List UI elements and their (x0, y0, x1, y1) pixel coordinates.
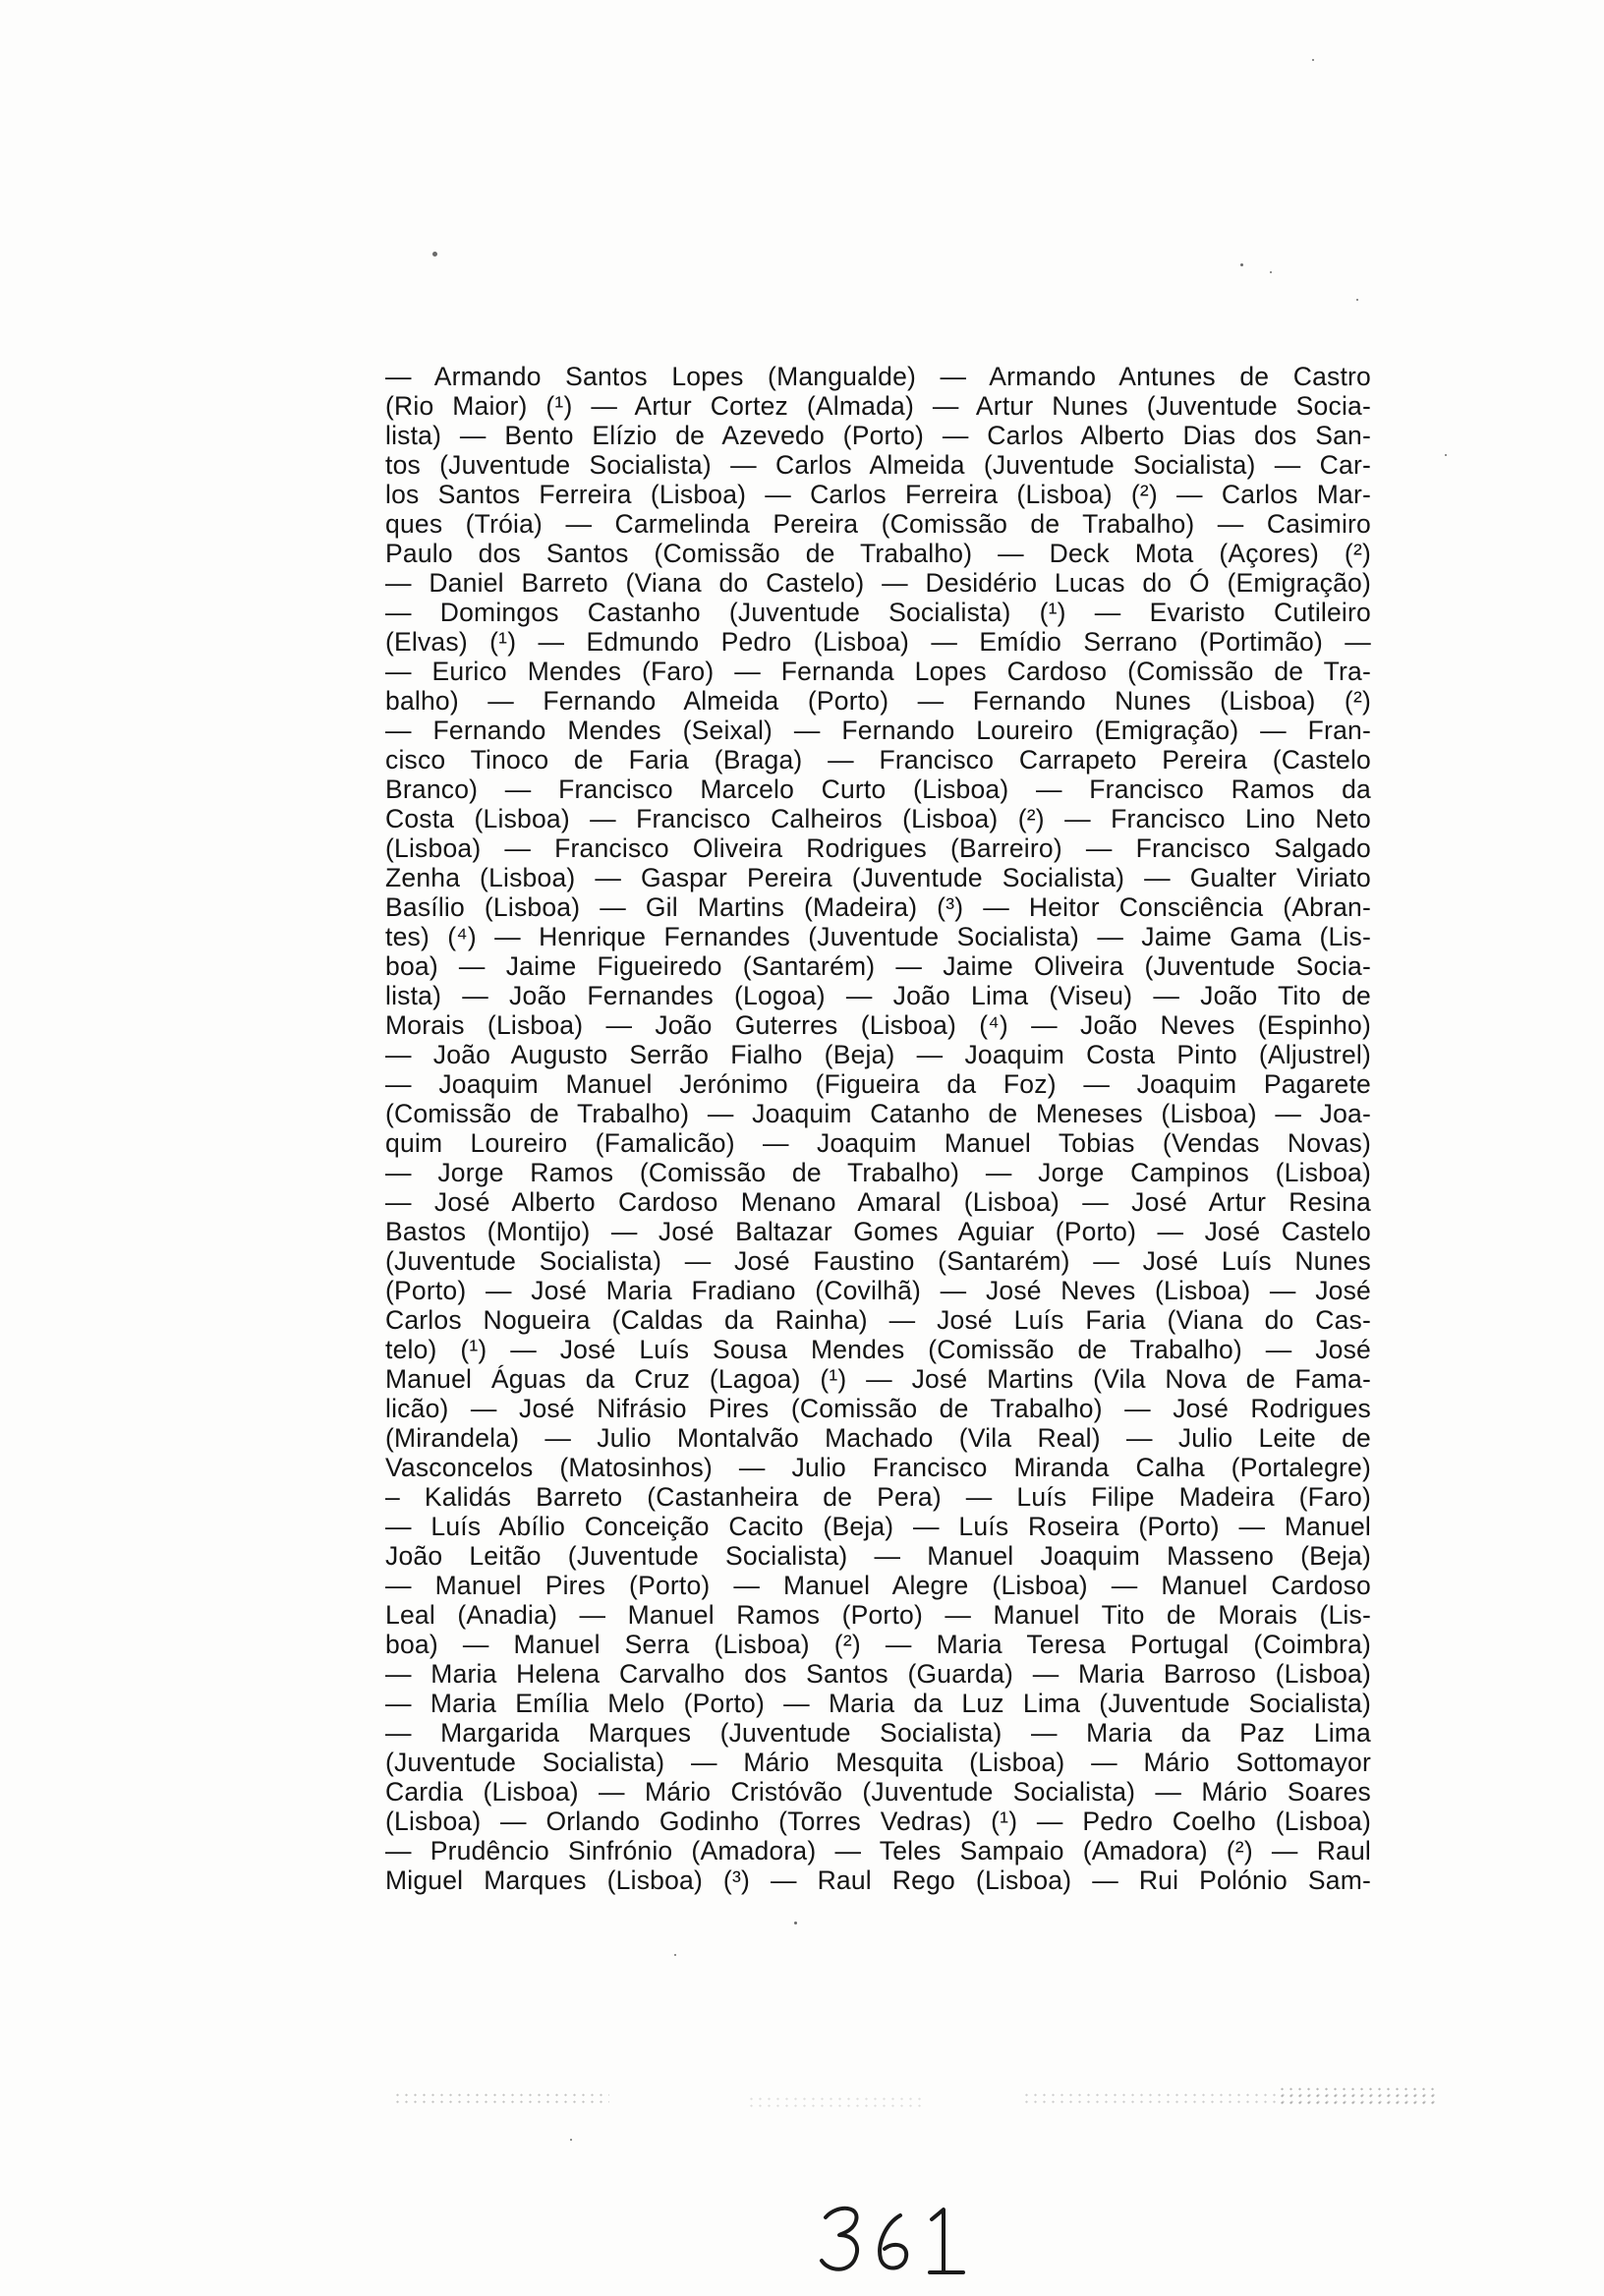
handwritten-page-number (816, 2190, 983, 2288)
text-line: (Comissão de Trabalho) — Joaquim Catanho de Meneses (Lisboa) — Joa- (385, 1099, 1371, 1128)
scan-speck (1356, 299, 1358, 301)
text-line: — Maria Helena Carvalho dos Santos (Guarda) — Maria Barroso (Lisboa) (385, 1659, 1371, 1689)
scan-speck (794, 1922, 797, 1924)
scan-noise (747, 2095, 924, 2109)
text-line: (Lisboa) — Orlando Godinho (Torres Vedras) (¹) — Pedro Coelho (Lisboa) (385, 1807, 1371, 1836)
text-line: — Eurico Mendes (Faro) — Fernanda Lopes Cardoso (Comissão de Tra- (385, 657, 1371, 686)
text-line: telo) (¹) — José Luís Sousa Mendes (Comissão de Trabalho) — José (385, 1335, 1371, 1364)
text-line: lista) — Bento Elízio de Azevedo (Porto) — Carlos Alberto Dias dos San- (385, 421, 1371, 450)
text-line: Miguel Marques (Lisboa) (³) — Raul Rego (Lisboa) — Rui Polónio Sam- (385, 1866, 1371, 1895)
text-line: — João Augusto Serrão Fialho (Beja) — Joaquim Costa Pinto (Aljustrel) (385, 1040, 1371, 1069)
text-line: Manuel Águas da Cruz (Lagoa) (¹) — José Martins (Vila Nova de Fama- (385, 1364, 1371, 1394)
text-line: (Juventude Socialista) — Mário Mesquita (Lisboa) — Mário Sottomayor (385, 1748, 1371, 1777)
scan-speck (1445, 454, 1447, 456)
text-line: Vasconcelos (Matosinhos) — Julio Francisco Miranda Calha (Portalegre) (385, 1453, 1371, 1482)
scan-speck (1270, 271, 1272, 273)
text-line: Carlos Nogueira (Caldas da Rainha) — José Luís Faria (Viana do Cas- (385, 1305, 1371, 1335)
text-line: (Juventude Socialista) — José Faustino (Santarém) — José Luís Nunes (385, 1246, 1371, 1276)
text-line: los Santos Ferreira (Lisboa) — Carlos Ferreira (Lisboa) (²) — Carlos Mar- (385, 480, 1371, 509)
text-line: — Fernando Mendes (Seixal) — Fernando Loureiro (Emigração) — Fran- (385, 716, 1371, 745)
text-line: — Manuel Pires (Porto) — Manuel Alegre (Lisboa) — Manuel Cardoso (385, 1571, 1371, 1600)
scan-speck (1312, 59, 1314, 61)
text-line: — Jorge Ramos (Comissão de Trabalho) — Jorge Campinos (Lisboa) (385, 1158, 1371, 1187)
text-line: — Margarida Marques (Juventude Socialista) — Maria da Paz Lima (385, 1718, 1371, 1748)
body-text (385, 362, 1371, 1895)
text-line: balho) — Fernando Almeida (Porto) — Fernando Nunes (Lisboa) (²) (385, 686, 1371, 716)
text-line: boa) — Manuel Serra (Lisboa) (²) — Maria Teresa Portugal (Coimbra) (385, 1630, 1371, 1659)
text-line: Branco) — Francisco Marcelo Curto (Lisboa) — Francisco Ramos da (385, 775, 1371, 804)
text-line: — Daniel Barreto (Viana do Castelo) — Desidério Lucas do Ó (Emigração) (385, 568, 1371, 598)
text-line: Morais (Lisboa) — João Guterres (Lisboa) (⁴) — João Neves (Espinho) (385, 1010, 1371, 1040)
text-line: João Leitão (Juventude Socialista) — Manuel Joaquim Masseno (Beja) (385, 1541, 1371, 1571)
scan-speck (432, 252, 437, 257)
scan-noise (393, 2092, 609, 2105)
text-line: — José Alberto Cardoso Menano Amaral (Lisboa) — José Artur Resina (385, 1187, 1371, 1217)
text-line: Cardia (Lisboa) — Mário Cristóvão (Juventude Socialista) — Mário Soares (385, 1777, 1371, 1807)
handwritten-page-number-drawing (816, 2190, 983, 2288)
text-line: — Maria Emília Melo (Porto) — Maria da Luz Lima (Juventude Socialista) (385, 1689, 1371, 1718)
scan-speck (1240, 263, 1243, 266)
text-line: boa) — Jaime Figueiredo (Santarém) — Jaime Oliveira (Juventude Socia- (385, 951, 1371, 981)
text-line: (Lisboa) — Francisco Oliveira Rodrigues (Barreiro) — Francisco Salgado (385, 833, 1371, 863)
text-line: ques (Tróia) — Carmelinda Pereira (Comissão de Trabalho) — Casimiro (385, 509, 1371, 539)
text-line: cisco Tinoco de Faria (Braga) — Francisco Carrapeto Pereira (Castelo (385, 745, 1371, 775)
text-line: — Prudêncio Sinfrónio (Amadora) — Teles Sampaio (Amadora) (²) — Raul (385, 1836, 1371, 1866)
text-line: tes) (⁴) — Henrique Fernandes (Juventude Socialista) — Jaime Gama (Lis- (385, 922, 1371, 951)
text-line: — Joaquim Manuel Jerónimo (Figueira da Foz) — Joaquim Pagarete (385, 1069, 1371, 1099)
scan-speck (674, 1954, 676, 1956)
text-line: Costa (Lisboa) — Francisco Calheiros (Lisboa) (²) — Francisco Lino Neto (385, 804, 1371, 833)
text-line: Leal (Anadia) — Manuel Ramos (Porto) — Manuel Tito de Morais (Lis- (385, 1600, 1371, 1630)
text-line: — Domingos Castanho (Juventude Socialista) (¹) — Evaristo Cutileiro (385, 598, 1371, 627)
text-line: (Mirandela) — Julio Montalvão Machado (Vila Real) — Julio Leite de (385, 1423, 1371, 1453)
text-line: Paulo dos Santos (Comissão de Trabalho) — Deck Mota (Açores) (²) (385, 539, 1371, 568)
text-line: — Luís Abílio Conceição Cacito (Beja) — Luís Roseira (Porto) — Manuel (385, 1512, 1371, 1541)
text-line: – Kalidás Barreto (Castanheira de Pera) — Luís Filipe Madeira (Faro) (385, 1482, 1371, 1512)
text-line: licão) — José Nifrásio Pires (Comissão de Trabalho) — José Rodrigues (385, 1394, 1371, 1423)
text-line: Zenha (Lisboa) — Gaspar Pereira (Juventude Socialista) — Gualter Viriato (385, 863, 1371, 892)
text-line: lista) — João Fernandes (Logoa) — João Lima (Viseu) — João Tito de (385, 981, 1371, 1010)
text-line: (Porto) — José Maria Fradiano (Covilhã) — José Neves (Lisboa) — José (385, 1276, 1371, 1305)
text-line: (Elvas) (¹) — Edmundo Pedro (Lisboa) — Emídio Serrano (Portimão) — (385, 627, 1371, 657)
text-line: (Rio Maior) (¹) — Artur Cortez (Almada) — Artur Nunes (Juventude Socia- (385, 391, 1371, 421)
text-line: — Armando Santos Lopes (Mangualde) — Armando Antunes de Castro (385, 362, 1371, 391)
text-line: tos (Juventude Socialista) — Carlos Almeida (Juventude Socialista) — Car- (385, 450, 1371, 480)
text-line: quim Loureiro (Famalicão) — Joaquim Manuel Tobias (Vendas Novas) (385, 1128, 1371, 1158)
scan-noise (1278, 2086, 1435, 2107)
text-line: Bastos (Montijo) — José Baltazar Gomes Aguiar (Porto) — José Castelo (385, 1217, 1371, 1246)
text-line: Basílio (Lisboa) — Gil Martins (Madeira) (³) — Heitor Consciência (Abran- (385, 892, 1371, 922)
scan-speck (570, 2139, 572, 2141)
